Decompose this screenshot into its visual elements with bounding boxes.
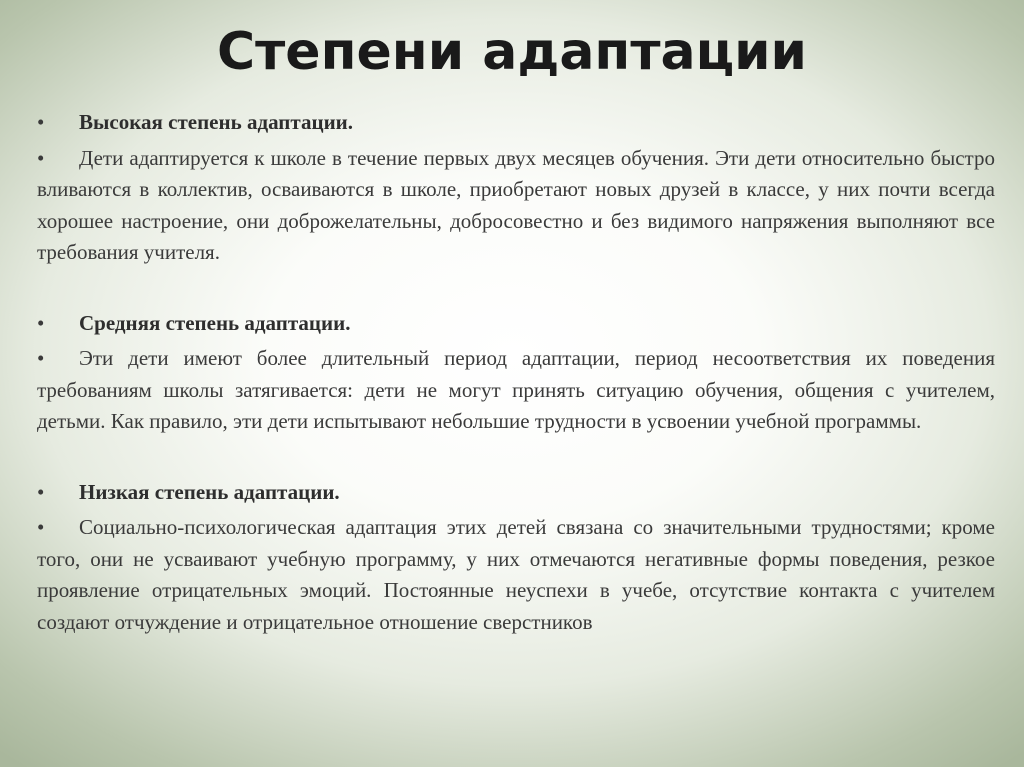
bullet-glyph: • xyxy=(37,346,45,370)
bullet-glyph: • xyxy=(37,310,45,335)
slide-title: Степени адаптации xyxy=(217,22,807,82)
section-text-high xyxy=(37,143,995,269)
heading-text: Высокая степень адаптации. xyxy=(79,110,354,134)
section-text-low xyxy=(37,512,995,638)
section-heading-low xyxy=(37,477,995,509)
heading-text: Средняя степень адаптации. xyxy=(79,310,351,335)
bullet-glyph: • xyxy=(37,110,45,134)
body-text: Дети адаптируется к школе в течение первых двух месяцев обучения. Эти дети относительно быстро вливаются в коллектив, осваиваются в школе, приобретают новых друзей в классе, у них почти всегда хорошее настроение, они доброжелательны, добросовестно и без видимого напряжения выполняют все требования учителя. xyxy=(37,145,995,264)
heading-text: Низкая степень адаптации. xyxy=(79,479,340,504)
bullet-glyph: • xyxy=(37,145,45,170)
bullet-glyph: • xyxy=(37,479,45,504)
section-heading-medium xyxy=(37,308,995,340)
body-text: Социально-психологическая адаптация этих детей связана со значительными трудностями; кроме того, они не усваивают учебную программу, у них отмечаются негативные формы поведения, резкое проявление отрицательных эмоций. Постоянные неуспехи в учебе, отсутствие контакта с учителем создают отчуждение и отрицательное отношение сверстников xyxy=(37,515,995,634)
slide-content xyxy=(37,107,995,638)
section-text-medium xyxy=(37,343,995,438)
bullet-glyph: • xyxy=(37,515,45,539)
body-text: Эти дети имеют более длительный период адаптации, период несоответствия их поведения требованиям школы затягивается: дети не могут принять ситуацию обучения, общения с учителем, детьми. Как правило, эти дети испытывают небольшие трудности в усвоении учебной программы. xyxy=(37,346,995,433)
section-heading-high xyxy=(37,107,995,139)
